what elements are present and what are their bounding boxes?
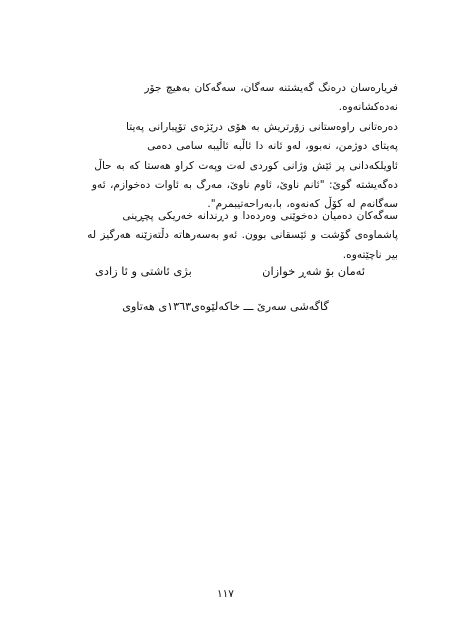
paragraph-2-line: سەگەکان دەمیان دەخوێنی وەردەدا و دڕندانە خەریکی پچڕینی: [122, 210, 398, 222]
verse-right-hemistich: ئەمان بۆ شەڕ خوازان: [262, 264, 365, 278]
paragraph-1-line: سەگانەم لە کۆڵ کەنەوە، با،بەراحەتیبمرم".: [207, 198, 398, 211]
source-line: گاگەشی سەرێ ـــ خاکەلێوەی١٣٦٣ی هەتاوی: [122, 300, 329, 313]
paragraph-1-line: فریارەسان درەنگ گەیشتنە سەگان، سەگەکان بەهیچ جۆر: [144, 82, 398, 94]
poem-verse: [95, 263, 365, 279]
paragraph-1-line: پەیتای دوژمن، نەبوو، لەو ئانە دا ئاڵبە ئاڵیبە سامی دەمی: [147, 140, 398, 153]
paragraph-1-line: دەرەتانی راوەستانی زۆرتریش بە هۆی درێژەی تۆپبارانی پەیتا: [126, 120, 398, 133]
paragraph-2: [58, 207, 398, 265]
paragraph-1-line: ئاویلکەدانی پر ئێش وژانی کوردی لەت وپەت کراو هەستا کە بە حاڵ: [94, 159, 398, 172]
paragraph-2-line: پاشماوەی گۆشت و ئێسقانی بوون. ئەو بەسەرهاتە دڵتەزێنە هەرگیز لە: [87, 229, 398, 242]
paragraph-1: [58, 79, 398, 215]
paragraph-2-line: بیر ناچێتەوە.: [342, 248, 398, 261]
verse-left-hemistich: بژی ئاشتی و ئا زادی: [95, 264, 192, 278]
paragraph-1-line: دەگەیشتە گوێ: "ئانم ناوێ، ئاوم ناوێ، مەرگ بە ئاوات دەخوازم، ئەو: [91, 179, 398, 192]
page-number: ١١٧: [217, 588, 234, 600]
paragraph-1-line: نەدەکشانەوە.: [338, 101, 398, 114]
